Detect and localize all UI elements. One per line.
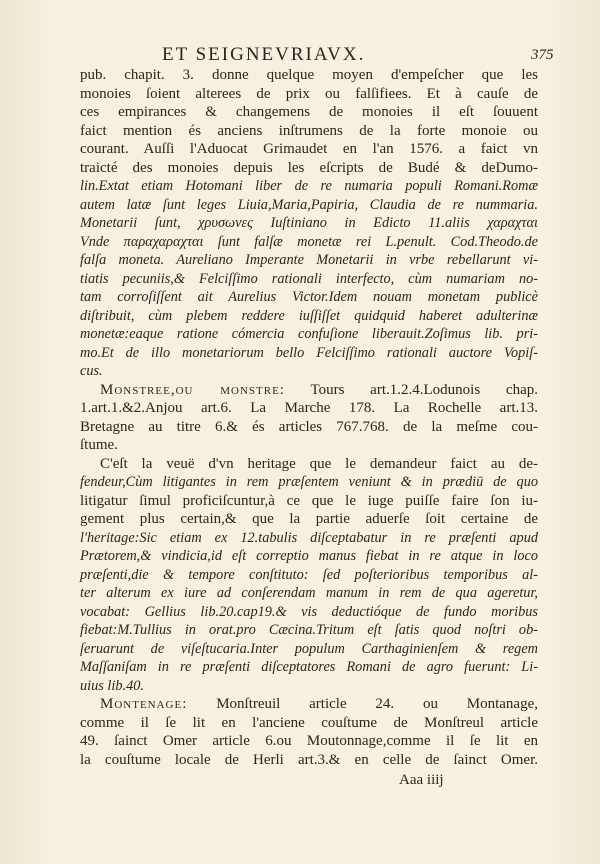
text-line: traicté des monoies depuis les eſcripts de Budé & deDumo- — [80, 159, 538, 176]
text-line: courant. Auſſi l'Aduocat Grimaudet en l'an 1576. a faict vn — [80, 141, 538, 157]
page-number: 375 — [531, 47, 554, 63]
text-line: autem latæ ſunt leges Liuia,Maria,Papiria, Claudia de re nummaria. — [80, 196, 538, 213]
text-line: Montenage: Monſtreuil article 24. ou Montanage, — [100, 696, 538, 712]
text-line: Bretagne au titre 6.& és articles 767.768. de la meſme cou- — [80, 418, 538, 435]
text-line: Maſſaniſam in re præſenti diſceptatores Romani de agro fuerunt: Li- — [80, 659, 538, 675]
text-line: tiatis pecuniis,& Felciſſimo rationali interfecto, cùm numariam no- — [80, 270, 538, 287]
text-line: fendeur,Cùm litigantes in rem præſentem veniunt & in prædiū de quo — [80, 474, 538, 490]
text-line: monoies ſoient alterees de prix ou falſifiees. Et à cauſe de — [80, 85, 538, 102]
text-line: ter alterum ex iure ad conſerendam manum in rem de qua ageretur, — [80, 585, 538, 601]
text-line: gement plus certain,& que la partie aduerſe ſoit certaine de — [80, 511, 538, 527]
entry-headword: Monstree,ou monstre: — [100, 381, 285, 398]
text-line: Vnde παραχαραχται ſunt falſæ monetæ rei L.penult. Cod.Theodo.de — [80, 233, 538, 250]
text-line: vocabat: Gellius lib.20.cap19.& vis deductióque de fundo moribus — [80, 603, 538, 620]
text-line: comme il ſe lit en l'anciene couſtume de Monſtreul article — [80, 714, 538, 731]
text-line: mo.Et de illo monetariorum bello Felciſſimo rationali auctore Vopiſ- — [80, 344, 538, 361]
page-header — [0, 44, 600, 68]
text-line: faict mention és anciens inſtrumens de la forte monoie ou — [80, 122, 538, 139]
text-line: Monetarii ſunt, χρυσωνες Iuſtiniano in Edicto 11.aliis χαραχται — [80, 215, 538, 231]
text-line: lin.Extat etiam Hotomani liber de re numaria populi Romani.Romæ — [80, 178, 538, 194]
text-line: falſa moneta. Aureliano Imperante Monetarii in vrbe rebellarunt vi- — [80, 252, 538, 268]
text-line: cus. — [80, 363, 103, 379]
text-line: ſtume. — [80, 437, 118, 453]
text-line: fiebat:M.Tullius in orat.pro Cæcina.Tritum eſt ſatis quod noſtri ob- — [80, 622, 538, 638]
text-line: litigatur ſimul proficiſcuntur,à ce que le iuge puiſſe faire ſon iu- — [80, 492, 538, 509]
signature-mark: Aaa iiij — [399, 772, 444, 788]
text-line: 1.art.1.&2.Anjou art.6. La Marche 178. La Rochelle art.13. — [80, 400, 538, 416]
text-line: pub. chapit. 3. donne quelque moyen d'empeſcher que les — [80, 67, 538, 83]
text-line: la couſtume locale de Herli art.3.& en celle de ſainct Omer. — [80, 751, 538, 768]
text-line: uius lib.40. — [80, 677, 144, 694]
text-line: tam corroſiſſent ait Aurelius Victor.Idem nouam monetam publicè — [80, 289, 538, 305]
text-line: Monstree,ou monstre: Tours art.1.2.4.Lodunois chap. — [100, 381, 538, 398]
text-body — [80, 66, 538, 769]
text-line: C'eſt la veuë d'vn heritage que le demandeur faict au de- — [100, 455, 538, 472]
running-head: ET SEIGNEVRIAVX. — [162, 44, 366, 65]
text-line: 49. ſainct Omer article 6.ou Moutonnage,comme il ſe lit en — [80, 733, 538, 749]
text-line: ces empirances & changemens de monoies il eſt ſouuent — [80, 104, 538, 120]
text-line: ſeruarunt de viſeſtucaria.Inter populum Carthaginienſem & regem — [80, 640, 538, 657]
text-line: diſtribuit, cùm plebem reddere iuſſiſſet quidquid haberet adulterinæ — [80, 307, 538, 324]
text-line: monetæ:eaque ratione cómercia confuſione liberauit.Zoſimus lib. pri- — [80, 326, 538, 342]
text-line: Prætorem,& vindicia,id eſt correptio manus fiebat in re atque in loco — [80, 548, 538, 564]
text-line: præſenti,die & tempore conſtituto: ſed poſterioribus temporibus al- — [80, 566, 538, 583]
text-line: l'heritage:Sic etiam ex 12.tabulis diſceptabatur in re præſenti apud — [80, 529, 538, 546]
entry-headword: Montenage: — [100, 696, 188, 712]
